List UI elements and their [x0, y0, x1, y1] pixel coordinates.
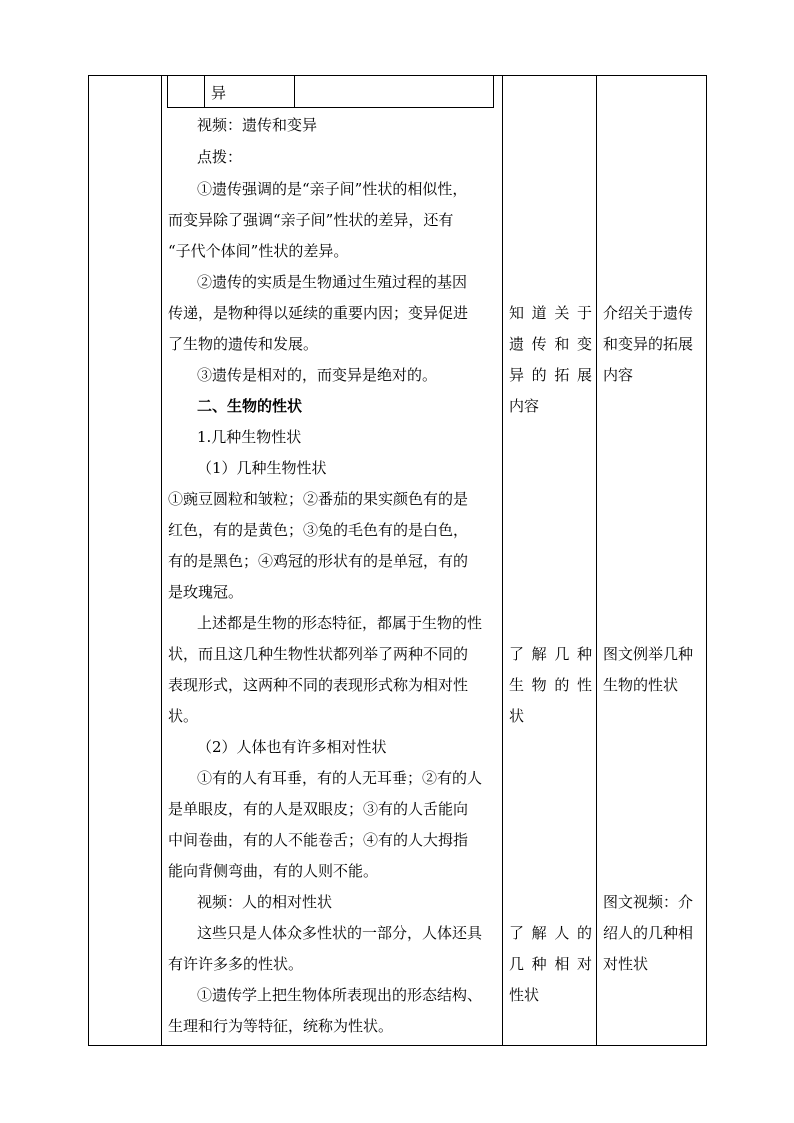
objective-line: 生物的性 — [509, 676, 592, 694]
inner-table-divider-2 — [294, 75, 295, 108]
objective-line: 了解几种 — [509, 645, 592, 663]
inner-table-left — [167, 75, 168, 108]
paragraph-line: 是单眼皮，有的人是双眼皮；③有的人舌能向 — [168, 800, 469, 818]
video-label-heredity: 视频：遗传和变异 — [197, 116, 318, 134]
paragraph-line: 表现形式，这两种不同的表现形式称为相对性 — [168, 676, 469, 694]
inner-table-bottom — [167, 107, 494, 108]
paragraph-line: ①豌豆圆粒和皱粒；②番茄的果实颜色有的是 — [168, 490, 469, 508]
paragraph-line: ①有的人有耳垂，有的人无耳垂；②有的人 — [197, 769, 483, 787]
paragraph-line: 是玫瑰冠。 — [168, 583, 244, 601]
intent-line: 生物的性状 — [603, 676, 679, 694]
paragraph-line: ①遗传强调的是“亲子间”性状的相似性， — [197, 180, 468, 198]
objective-line: 知道关于 — [509, 304, 592, 322]
subsection-heading: （1）几种生物性状 — [197, 459, 327, 477]
paragraph-line: 状，而且这几种生物性状都列举了两种不同的 — [168, 645, 469, 663]
paragraph-line: ③遗传是相对的，而变异是绝对的。 — [197, 366, 438, 384]
objective-line: 性状 — [509, 986, 540, 1004]
paragraph-line: 上述都是生物的形态特征，都属于生物的性 — [197, 614, 483, 632]
objective-line: 遗传和变 — [509, 335, 592, 353]
paragraph-line: 而变异除了强调“亲子间”性状的差异，还有 — [168, 211, 454, 229]
paragraph-line: 这些只是人体众多性状的一部分，人体还具 — [197, 924, 483, 942]
column-divider-2 — [502, 75, 503, 1046]
column-divider-1 — [161, 75, 162, 1046]
paragraph-line: 传递，是物种得以延续的重要内因；变异促进 — [168, 304, 469, 322]
intent-line: 和变异的拓展 — [603, 335, 694, 353]
intent-line: 对性状 — [603, 955, 649, 973]
intent-line: 介绍关于遗传 — [603, 304, 694, 322]
section-heading-traits: 二、生物的性状 — [197, 397, 303, 415]
hint-label: 点拨： — [197, 148, 243, 166]
column-divider-3 — [596, 75, 597, 1046]
paragraph-line: 有许许多多的性状。 — [168, 955, 304, 973]
objective-line: 内容 — [509, 397, 540, 415]
table-bottom-border — [88, 1045, 707, 1046]
table-left-border — [88, 75, 89, 1046]
paragraph-line: 中间卷曲，有的人不能卷舌；④有的人大拇指 — [168, 831, 469, 849]
paragraph-line: 状。 — [168, 707, 199, 725]
paragraph-line: 生理和行为等特征，统称为性状。 — [168, 1017, 394, 1035]
paragraph-line: ②遗传的实质是生物通过生殖过程的基因 — [197, 273, 468, 291]
paragraph-line: 红色，有的是黄色；③兔的毛色有的是白色， — [168, 521, 469, 539]
inner-table-top — [167, 75, 494, 76]
intent-line: 内容 — [603, 366, 634, 384]
subsection-heading: （2）人体也有许多相对性状 — [197, 738, 387, 756]
table-right-border — [706, 75, 707, 1046]
objective-line: 状 — [509, 707, 525, 725]
intent-line: 图文例举几种 — [603, 645, 694, 663]
subsection-heading: 1.几种生物性状 — [197, 428, 302, 446]
paragraph-line: 了生物的遗传和发展。 — [168, 335, 319, 353]
video-label-relative-traits: 视频：人的相对性状 — [197, 893, 333, 911]
objective-line: 异的拓展 — [509, 366, 592, 384]
paragraph-line: “子代个体间”性状的差异。 — [168, 242, 349, 260]
objective-line: 了解人的 — [509, 924, 592, 942]
objective-line: 几种相对 — [509, 955, 592, 973]
paragraph-line: ①遗传学上把生物体所表现出的形态结构、 — [197, 986, 483, 1004]
inner-table-divider-1 — [204, 75, 205, 108]
inner-table-cell-text: 异 — [211, 84, 227, 102]
intent-line: 图文视频：介 — [603, 893, 694, 911]
intent-line: 绍人的几种相 — [603, 924, 694, 942]
paragraph-line: 有的是黑色；④鸡冠的形状有的是单冠，有的 — [168, 552, 469, 570]
paragraph-line: 能向背侧弯曲，有的人则不能。 — [168, 862, 379, 880]
inner-table-right — [493, 75, 494, 108]
